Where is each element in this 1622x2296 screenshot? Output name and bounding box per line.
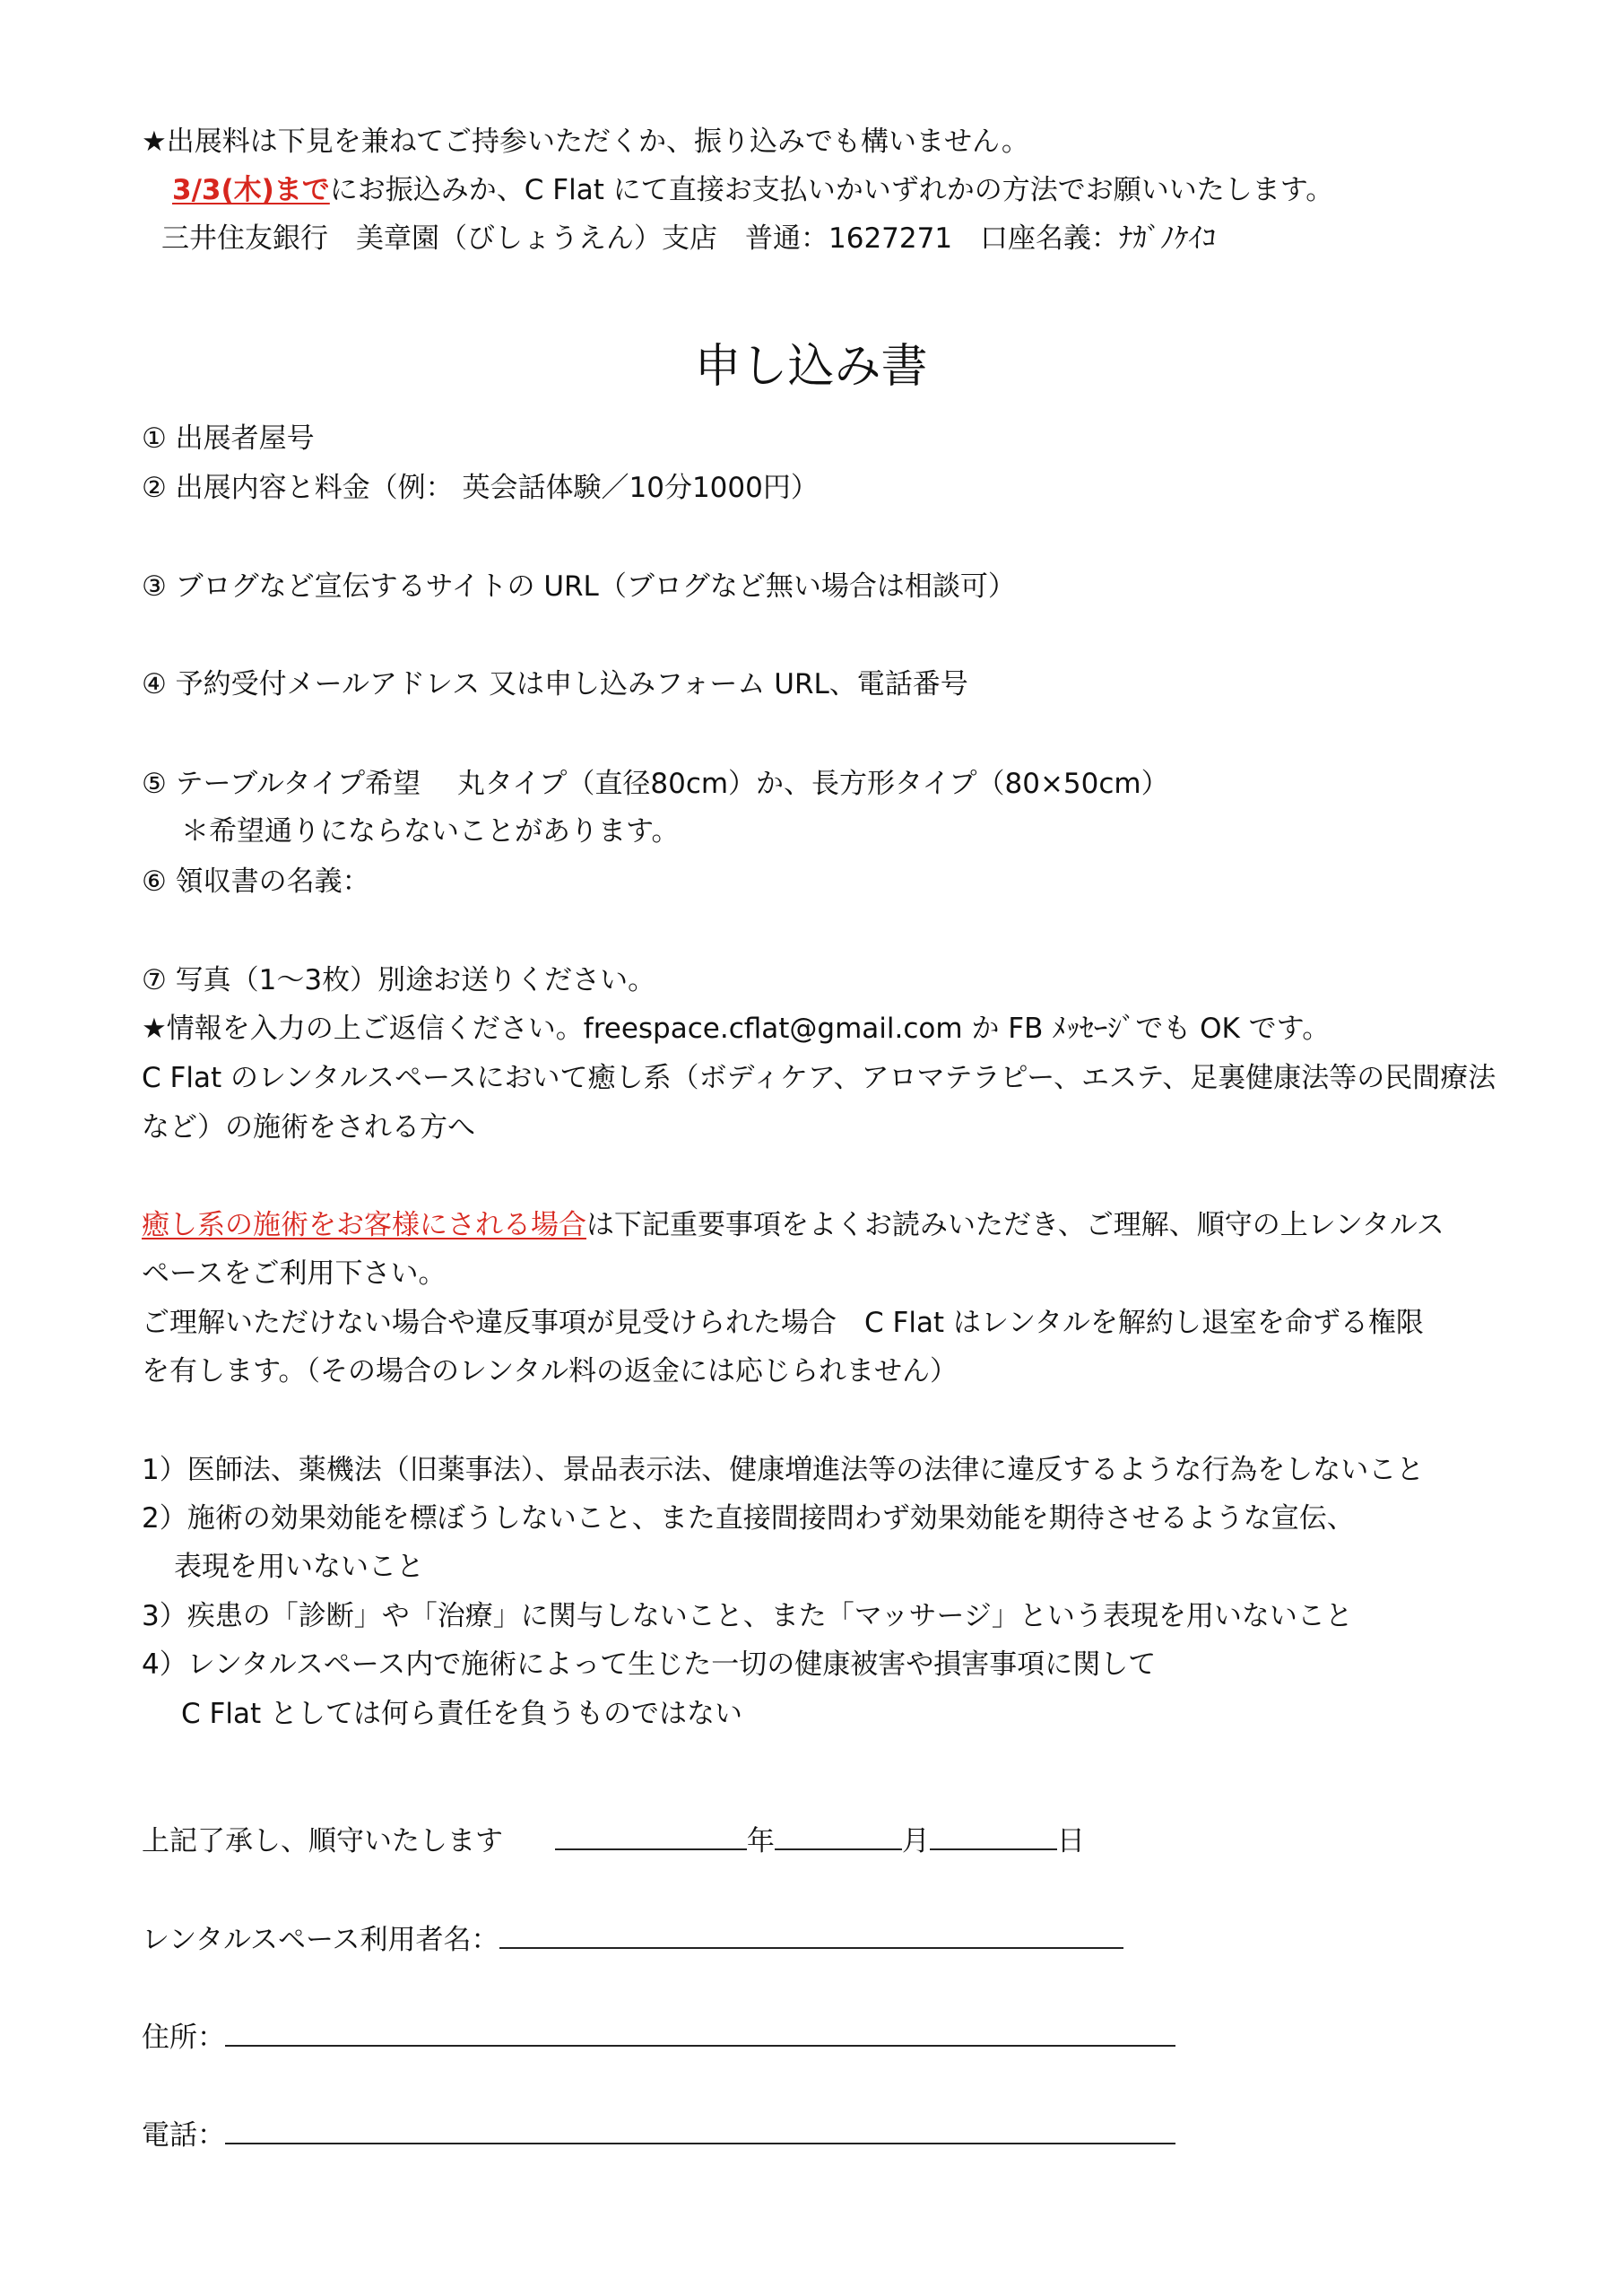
phone-field[interactable]: [225, 2116, 1175, 2144]
form-item-3: ③ ブログなど宣伝するサイトの URL（ブログなど無い場合は相談可）: [142, 570, 1016, 603]
form-item-6: ⑥ 領収書の名義：: [142, 865, 370, 898]
form-item-2: ② 出展内容と料金（例： 英会話体験／10分1000円）: [142, 472, 819, 504]
healing-paragraph-1: [142, 1207, 1444, 1243]
phone-line: [142, 2116, 1175, 2153]
healing-paragraph-1-text: は下記重要事項をよくお読みいただき、ご理解、順守の上レンタルス: [586, 1209, 1444, 1241]
payment-method-text: にお振込みか、C Flat にて直接お支払いかいずれかの方法でお願いいたします。: [329, 174, 1334, 206]
form-item-7: ⑦ 写真（1～3枚）別途お送りください。: [142, 964, 656, 996]
healing-paragraph-2-cont: を有します。（その場合のレンタル料の返金には応じられません）: [142, 1355, 958, 1387]
healing-paragraph-1-cont: ペースをご利用下さい。: [142, 1257, 447, 1290]
rule-4-cont: C Flat としては何ら責任を負うものではない: [181, 1698, 742, 1730]
healing-intro-line-1: C Flat のレンタルスペースにおいて癒し系（ボディケア、アロマテラピー、エステ、足裏健康法等の民間療法: [142, 1062, 1496, 1094]
form-title: 申し込み書: [694, 340, 928, 394]
address-line: [142, 2018, 1175, 2056]
day-blank[interactable]: [930, 1822, 1057, 1850]
address-field[interactable]: [225, 2018, 1175, 2047]
rule-2-cont: 表現を用いないこと: [174, 1551, 424, 1583]
bank-account-info: 三井住友銀行 美章園（びしょうえん）支店 普通：1627271 口座名義：ﾅｶﾞﾉｹｲｺ: [161, 222, 1217, 255]
year-blank[interactable]: [555, 1822, 747, 1850]
deadline-highlight: 3/3(木)まで: [172, 174, 330, 206]
rule-4: 4）レンタルスペース内で施術によって生じた一切の健康被害や損害事項に関して: [142, 1648, 1157, 1681]
month-label: 月: [901, 1825, 930, 1857]
rule-3: 3）疾患の「診断」や「治療」に関与しないこと、また「マッサージ」という表現を用いないこと: [142, 1600, 1353, 1632]
day-label: 日: [1056, 1825, 1085, 1857]
payment-note: ★出展料は下見を兼ねてご持参いただくか、振り込みでも構いません。: [142, 126, 1029, 158]
payment-deadline-line: [172, 172, 1333, 208]
rule-1: 1）医師法、薬機法（旧薬事法）、景品表示法、健康増進法等の法律に違反するような行為をしないこと: [142, 1454, 1425, 1486]
agreement-text: 上記了承し、順守いたします: [142, 1825, 503, 1857]
user-name-label: レンタルスペース利用者名：: [142, 1924, 499, 1956]
healing-intro-line-2: など）の施術をされる方へ: [142, 1111, 475, 1144]
form-item-5: ⑤ テーブルタイプ希望 丸タイプ（直径80cm）か、長方形タイプ（80×50cm）: [142, 768, 1169, 800]
form-item-4: ④ 予約受付メールアドレス 又は申し込みフォーム URL、電話番号: [142, 668, 968, 700]
healing-paragraph-2: ご理解いただけない場合や違反事項が見受けられた場合 C Flat はレンタルを解約し退室を命ずる権限: [142, 1307, 1424, 1339]
healing-emphasis: 癒し系の施術をお客様にされる場合: [142, 1209, 586, 1241]
form-item-5-note: ＊希望通りにならないことがあります。: [181, 815, 680, 848]
agreement-line: [142, 1822, 1085, 1859]
user-name-line: [142, 1920, 1123, 1958]
form-item-1: ① 出展者屋号: [142, 422, 315, 455]
user-name-field[interactable]: [499, 1920, 1123, 1949]
rule-2: 2）施術の効果効能を標ぼうしないこと、また直接間接問わず効果効能を期待させるような宣伝、: [142, 1502, 1355, 1535]
year-label: 年: [746, 1825, 775, 1857]
month-blank[interactable]: [775, 1822, 902, 1850]
address-label: 住所：: [142, 2022, 225, 2054]
phone-label: 電話：: [142, 2119, 225, 2152]
reply-note: ★情報を入力の上ご返信ください。freespace.cflat@gmail.com か FB ﾒｯｾｰｼﾞでも OK です。: [142, 1013, 1331, 1045]
